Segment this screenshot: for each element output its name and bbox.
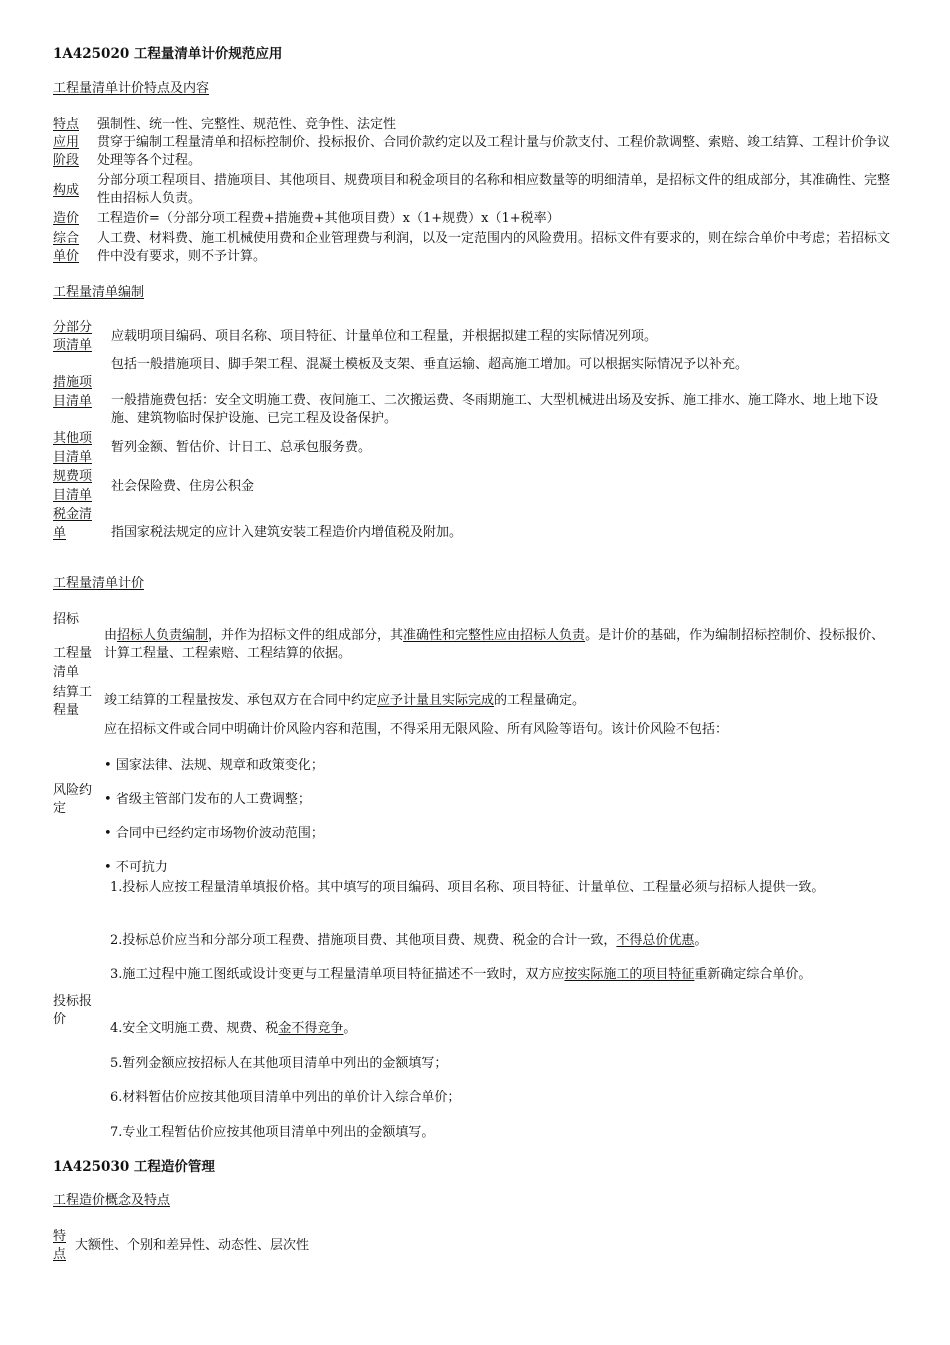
row-label: 点 (53, 1247, 67, 1262)
row-label: 分部分 (53, 320, 93, 335)
row-label: 特 (53, 1229, 67, 1244)
row-text: 强制性、统一性、完整性、规范性、竞争性、法定性 (97, 117, 397, 132)
row-label: 项清单 (53, 338, 93, 353)
row-label: 规费项 (53, 469, 93, 484)
row-text: 一般措施费包括：安全文明施工费、夜间施工、二次搬运费、冬雨期施工、大型机械进出场及安拆、施工排水、施工降水、地上地下设施、建筑物临时保护设施、已完工程及设备保护。 (111, 393, 879, 426)
section-heading: 1A425020 工程量清单计价规范应用 (53, 46, 283, 62)
row-label: 清单 (53, 665, 80, 680)
toubiao-item: 6.材料暂估价应按其他项目清单中列出的单价计入综合单价； (110, 1090, 461, 1105)
row-text: 应载明项目编码、项目名称、项目特征、计量单位和工程量，并根据拟建工程的实际情况列项。 (111, 329, 658, 344)
row-text: 人工费、材料费、施工机械使用费和企业管理费与利润，以及一定范围内的风险费用。招标文件有要求的，则在综合单价中考虑；若招标文件中没有要求，则不予计算。 (97, 231, 891, 264)
row-label: 目清单 (53, 450, 93, 465)
row-label: 造价 (53, 211, 80, 226)
row-label: 价 (53, 1012, 67, 1027)
row-label: 综合 (53, 231, 80, 246)
row-text: 社会保险费、住房公积金 (111, 479, 255, 494)
toubiao-item: 2.投标总价应当和分部分项工程费、措施项目费、其他项目费、规费、税金的合计一致，不得总价优惠。 (110, 933, 708, 948)
row-label: 程量 (53, 703, 80, 718)
row-label: 单 (53, 526, 67, 541)
row-label: 定 (53, 801, 67, 816)
row-text: 暂列金额、暂估价、计日工、总承包服务费。 (111, 440, 372, 455)
bullet-item: • 国家法律、法规、规章和政策变化； (104, 757, 324, 775)
row-text: 工程造价=（分部分项工程费+措施费+其他项目费）x（1+规费）x（1+税率） (97, 211, 560, 226)
row-label: 投标报 (53, 994, 93, 1009)
toubiao-item: 4.安全文明施工费、规费、税金不得竞争。 (110, 1021, 357, 1036)
toubiao-item: 7.专业工程暂估价应按其他项目清单中列出的金额填写。 (110, 1125, 435, 1140)
bullet-item: • 合同中已经约定市场物价波动范围； (104, 825, 324, 843)
zhaobiao-text: 由招标人负责编制，并作为招标文件的组成部分，其准确性和完整性应由招标人负责。是计价的基础，作为编制招标控制价、投标报价、计算工程量、工程索赔、工程结算的依据。 (104, 628, 885, 661)
subsection-title: 工程量清单计价特点及内容 (53, 81, 210, 96)
jiesuan-text: 竣工结算的工程量按发、承包双方在合同中约定应予计量且实际完成的工程量确定。 (104, 693, 586, 708)
row-label: 其他项 (53, 431, 93, 446)
bullet-item: • 不可抗力 (104, 859, 168, 877)
section-heading: 1A425030 工程造价管理 (53, 1159, 215, 1175)
row-label: 措施项 (53, 375, 93, 390)
row-text: 大额性、个别和差异性、动态性、层次性 (75, 1238, 310, 1253)
row-label: 目清单 (53, 488, 93, 503)
row-label: 税金清 (53, 507, 93, 522)
row-label: 结算工 (53, 685, 93, 700)
row-label: 应用 (53, 135, 80, 150)
row-label: 目清单 (53, 394, 93, 409)
row-text: 包括一般措施项目、脚手架工程、混凝土模板及支架、垂直运输、超高施工增加。可以根据实际情况予以补充。 (111, 357, 749, 372)
subsection-title: 工程量清单计价 (53, 576, 145, 591)
row-label: 构成 (53, 183, 80, 198)
row-label: 招标 (53, 612, 80, 627)
toubiao-item: 5.暂列金额应按招标人在其他项目清单中列出的金额填写； (110, 1056, 448, 1071)
subsection-title: 工程量清单编制 (53, 285, 145, 300)
row-text: 指国家税法规定的应计入建筑安装工程造价内增值税及附加。 (111, 525, 463, 540)
bullet-item: • 省级主管部门发布的人工费调整； (104, 791, 311, 809)
toubiao-item: 3.施工过程中施工图纸或设计变更与工程量清单项目特征描述不一致时，双方应按实际施工的项目特征重新确定综合单价。 (110, 967, 812, 982)
subsection-title: 工程造价概念及特点 (53, 1193, 171, 1208)
fengxian-intro: 应在招标文件或合同中明确计价风险内容和范围，不得采用无限风险、所有风险等语句。该计价风险不包括： (104, 722, 729, 737)
row-label: 特点 (53, 117, 80, 132)
row-label: 工程量 (53, 646, 93, 661)
toubiao-item: 1.投标人应按工程量清单填报价格。其中填写的项目编码、项目名称、项目特征、计量单位、工程量必须与招标人提供一致。 (110, 880, 825, 895)
row-text: 贯穿于编制工程量清单和招标控制价、投标报价、合同价款约定以及工程计量与价款支付、工程价款调整、索赔、竣工结算、工程计价争议处理等各个过程。 (97, 135, 891, 168)
row-label: 单价 (53, 249, 80, 264)
row-label: 风险约 (53, 783, 93, 798)
row-label: 阶段 (53, 153, 80, 168)
row-text: 分部分项工程项目、措施项目、其他项目、规费项目和税金项目的名称和相应数量等的明细清单，是招标文件的组成部分，其准确性、完整性由招标人负责。 (97, 173, 891, 206)
